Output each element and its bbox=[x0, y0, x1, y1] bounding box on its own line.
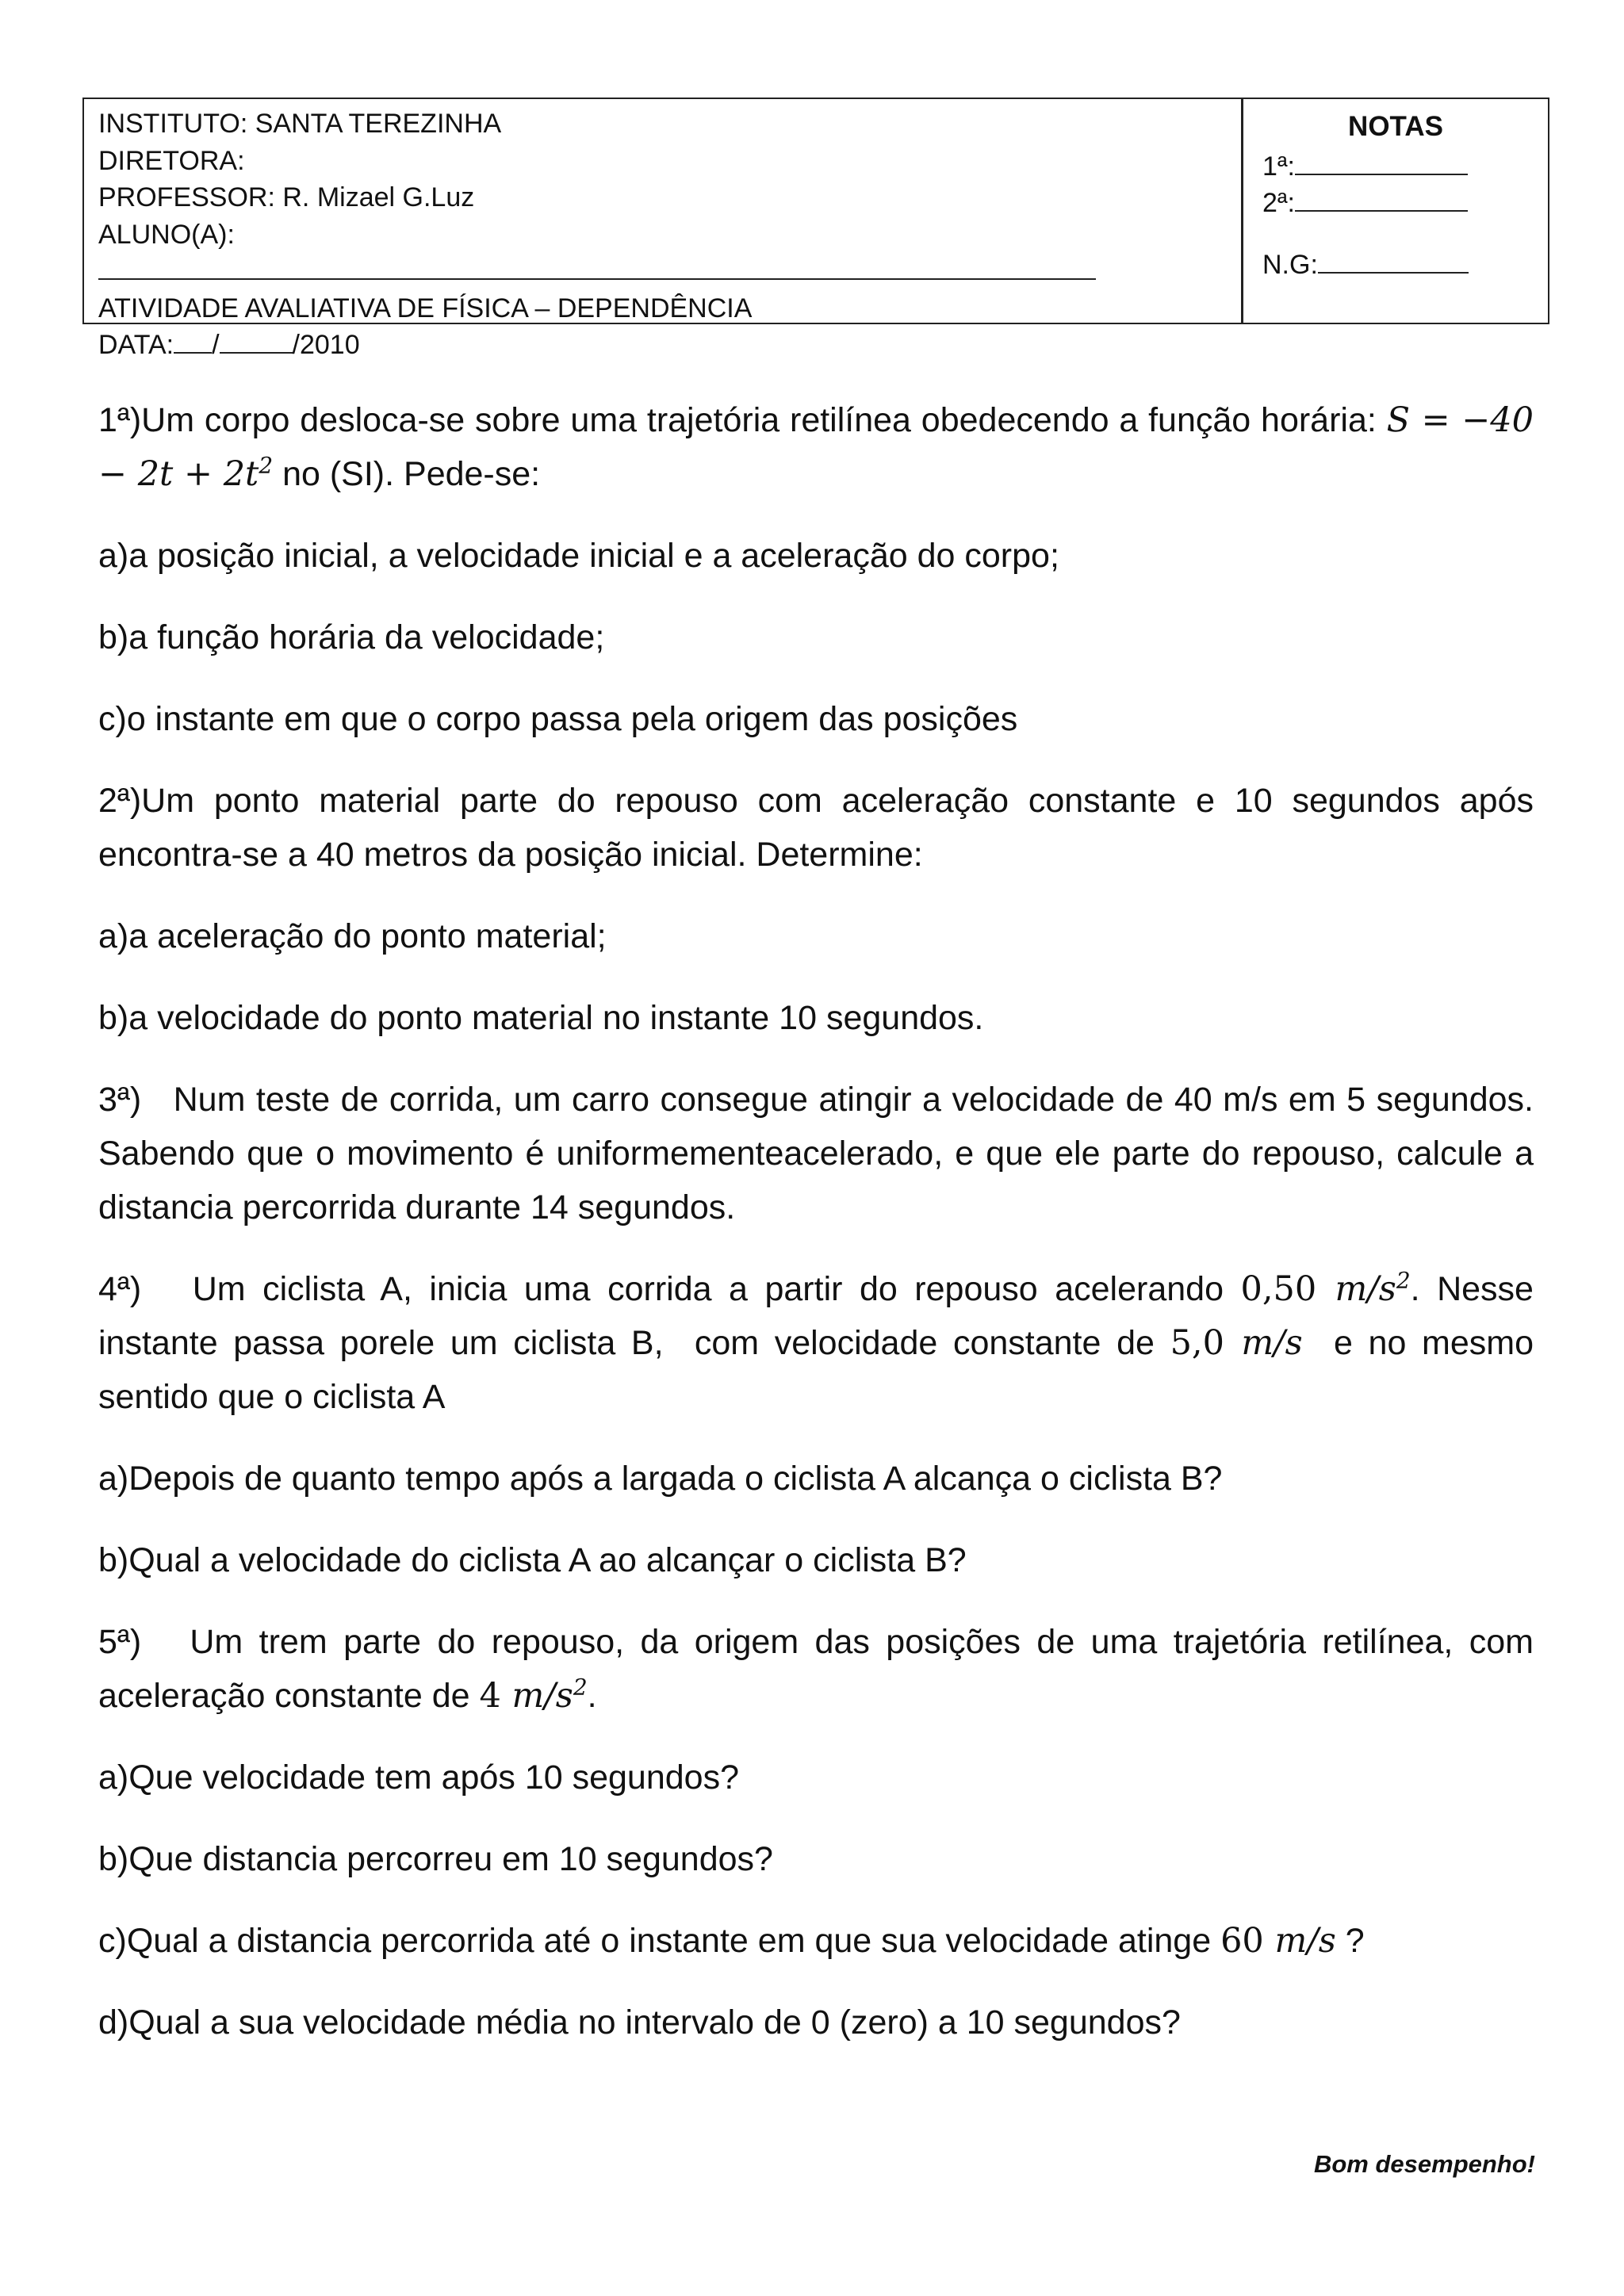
question-1-b: b)a função horária da velocidade; bbox=[98, 618, 605, 656]
signoff: Bom desempenho! bbox=[1313, 2150, 1535, 2178]
question-4-speed bbox=[1170, 1323, 1303, 1363]
question-2-b: b)a velocidade do ponto material no instante 10 segundos. bbox=[98, 999, 984, 1037]
question-4-acceleration-exponent: 2 bbox=[1396, 1267, 1411, 1294]
final-note-line bbox=[1262, 247, 1529, 283]
question-4-b: b)Qual a velocidade do ciclista A ao alcançar o ciclista B? bbox=[98, 1541, 967, 1579]
question-1-formula-text: S = −40 − 2t + 2t bbox=[98, 400, 1534, 494]
question-4-acceleration-unit: m/s bbox=[1335, 1269, 1396, 1309]
student-label: ALUNO(A): bbox=[98, 219, 235, 250]
date-line bbox=[98, 327, 1227, 364]
question-4-acceleration bbox=[1241, 1269, 1411, 1309]
question-5-acceleration-number: 4 bbox=[479, 1676, 512, 1716]
notes-title: NOTAS bbox=[1348, 111, 1443, 142]
question-2: 2ª)Um ponto material parte do repouso com aceleração constante e 10 segundos após encontra-se a 40 metros da posição inicial. Determine: bbox=[98, 782, 1534, 874]
question-5-c-speed-unit: m/s bbox=[1274, 1921, 1336, 1961]
question-5 bbox=[98, 1615, 1543, 1723]
question-1-intro: 1ª)Um corpo desloca-se sobre uma trajetória retilínea obedecendo a função horária: bbox=[98, 401, 1377, 439]
question-5-b: b)Que distancia percorreu em 10 segundos? bbox=[98, 1840, 773, 1878]
question-5-c-end: ? bbox=[1335, 1922, 1365, 1960]
date-year: /2010 bbox=[292, 330, 360, 360]
note-1-label: 1ª: bbox=[1262, 151, 1295, 182]
date-month-field[interactable] bbox=[220, 328, 293, 354]
question-1-tail: no (SI). Pede-se: bbox=[273, 455, 541, 493]
director-line: DIRETORA: bbox=[98, 145, 245, 176]
question-5-intro: 5ª) Um trem parte do repouso, da origem das posições de uma trajetória retilínea, com aceleração constante de bbox=[98, 1623, 1543, 1715]
question-5-acceleration-exponent: 2 bbox=[573, 1674, 588, 1701]
note-1-line bbox=[1262, 148, 1529, 185]
question-4-acceleration-number: 0,50 bbox=[1240, 1269, 1335, 1309]
question-5-acceleration-unit: m/s bbox=[511, 1676, 573, 1716]
note-2-line bbox=[1262, 185, 1529, 221]
question-1-c: c)o instante em que o corpo passa pela origem das posições bbox=[98, 700, 1018, 738]
question-4-part-3: e no mesmo sentido que o ciclista A bbox=[98, 1324, 1543, 1416]
student-name-field[interactable] bbox=[98, 254, 1096, 280]
question-5-a: a)Que velocidade tem após 10 segundos? bbox=[98, 1758, 739, 1797]
question-5-intro-end: . bbox=[587, 1677, 597, 1715]
question-2-a: a)a aceleração do ponto material; bbox=[98, 917, 607, 955]
question-4 bbox=[98, 1262, 1543, 1424]
professor-line: PROFESSOR: R. Mizael G.Luz bbox=[98, 182, 475, 212]
question-4-speed-number: 5,0 bbox=[1170, 1323, 1242, 1363]
date-label: DATA: bbox=[98, 330, 174, 360]
question-3: 3ª) Num teste de corrida, um carro consegue atingir a velocidade de 40 m/s em 5 segundos. Sabendo que o movimento é uniformementeacelerado, e que ele parte do repouso, calcule a distancia percorrida durante 14 segundos. bbox=[98, 1081, 1543, 1226]
question-1-formula-exponent: 2 bbox=[259, 452, 274, 479]
question-5-acceleration bbox=[480, 1676, 588, 1716]
question-1-a: a)a posição inicial, a velocidade inicial e a aceleração do corpo; bbox=[98, 537, 1059, 575]
activity-line: ATIVIDADE AVALIATIVA DE FÍSICA – DEPENDÊNCIA bbox=[98, 293, 753, 323]
student-line bbox=[98, 216, 1227, 290]
date-sep-1: / bbox=[212, 330, 220, 360]
question-5-c-speed bbox=[1220, 1921, 1336, 1961]
questions-content bbox=[98, 393, 1543, 2077]
question-4-a: a)Depois de quanto tempo após a largada o ciclista A alcança o ciclista B? bbox=[98, 1460, 1223, 1498]
question-4-part-2: . Nesse instante passa porele um ciclista B, com velocidade constante de bbox=[98, 1270, 1543, 1362]
notes-spacer bbox=[1262, 221, 1529, 247]
note-2-field[interactable] bbox=[1295, 186, 1468, 212]
header-box bbox=[82, 98, 1549, 360]
question-5-d: d)Qual a sua velocidade média no intervalo de 0 (zero) a 10 segundos? bbox=[98, 2003, 1181, 2042]
final-note-field[interactable] bbox=[1318, 248, 1469, 274]
question-4-speed-unit: m/s bbox=[1241, 1323, 1303, 1363]
question-1 bbox=[98, 393, 1534, 501]
question-5-c-text: c)Qual a distancia percorrida até o instante em que sua velocidade atinge bbox=[98, 1922, 1221, 1960]
question-5-c-speed-number: 60 bbox=[1220, 1921, 1275, 1961]
question-4-part-1: 4ª) Um ciclista A, inicia uma corrida a partir do repouso acelerando bbox=[98, 1270, 1241, 1308]
institute-line: INSTITUTO: SANTA TEREZINHA bbox=[98, 109, 502, 139]
note-1-field[interactable] bbox=[1295, 150, 1468, 175]
final-note-label: N.G: bbox=[1262, 250, 1318, 280]
question-5-c bbox=[98, 1914, 1534, 1968]
notes-box bbox=[1243, 99, 1548, 323]
date-day-field[interactable] bbox=[174, 328, 212, 354]
header-info bbox=[84, 99, 1243, 360]
note-2-label: 2ª: bbox=[1262, 188, 1295, 218]
